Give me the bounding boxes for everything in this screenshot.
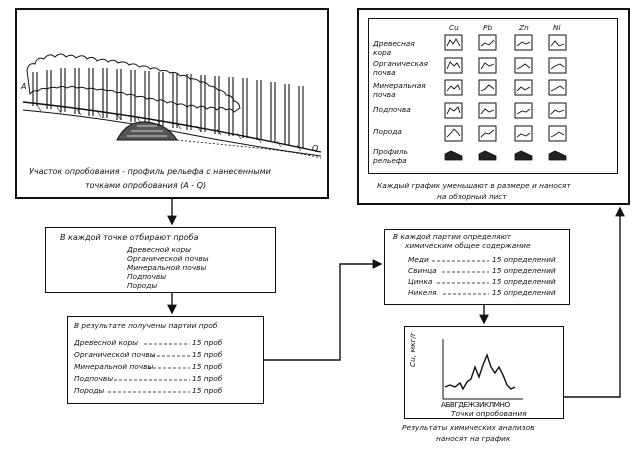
- batches-row-value: 15 проб: [192, 374, 223, 383]
- result-caption-line1: Результаты химических анализов: [402, 423, 535, 432]
- result-graph-xticks: АБВГДЕЖЗИКЛМНО: [441, 400, 510, 409]
- summary-caption-line1: Каждый график уменьшают в размере и наносят: [377, 181, 571, 190]
- analysis-row-value: 15 определений: [492, 288, 556, 297]
- analysis-row-value: 15 определений: [492, 255, 556, 264]
- analysis-row-value: 15 определений: [492, 266, 556, 275]
- profile-label-q: Q: [312, 144, 319, 153]
- landscape-profile-box: [15, 8, 329, 199]
- analysis-row-name: Свинца: [408, 266, 437, 275]
- batches-row-value: 15 проб: [192, 350, 223, 359]
- summary-thumbnail-grid: [359, 10, 629, 180]
- sampling-item: Древесной коры: [127, 245, 191, 254]
- summary-row-label: Профиль рельефа: [373, 147, 408, 165]
- batches-row-value: 15 проб: [192, 386, 223, 395]
- sampling-item: Минеральной почвы: [127, 263, 207, 272]
- analysis-row-name: Никеля: [408, 288, 437, 297]
- sampling-item: Органической почвы: [127, 254, 209, 263]
- summary-header-cu: Cu: [449, 23, 459, 32]
- summary-row-label: Порода: [373, 127, 402, 136]
- batches-row-value: 15 проб: [192, 362, 223, 371]
- sampling-item: Подпочвы: [127, 272, 167, 281]
- summary-header-zn: Zn: [519, 23, 529, 32]
- summary-sheet-box: [357, 8, 630, 205]
- profile-caption-line2: точками опробования (А - Q): [85, 181, 207, 190]
- batches-row-name: Породы: [74, 386, 105, 395]
- analysis-box: [384, 229, 570, 305]
- analysis-title-line1: В каждой партии определяют: [393, 232, 512, 241]
- batches-row-name: Подпочвы: [74, 374, 114, 383]
- batches-row-name: Органической почвы: [74, 350, 156, 359]
- terrain-illustration: [17, 10, 327, 160]
- summary-header-pb: Pb: [483, 23, 493, 32]
- batches-row-name: Древесной коры: [74, 338, 138, 347]
- profile-caption-line1: Участок опробования - профиль рельефа с нанесенными: [29, 167, 271, 176]
- summary-row-label: Подпочва: [373, 105, 411, 114]
- batches-row-value: 15 проб: [192, 338, 223, 347]
- analysis-row-name: Меди: [408, 255, 429, 264]
- result-graph-box: [404, 326, 564, 419]
- sampling-item: Породы: [127, 281, 158, 290]
- summary-row-label: Минеральная почва: [373, 81, 426, 99]
- summary-header-ni: Ni: [553, 23, 561, 32]
- batches-row-name: Минеральной почвы: [74, 362, 154, 371]
- sampling-title: В каждой точке отбирают проба: [60, 233, 199, 242]
- sample-batches-box: [67, 316, 264, 404]
- analysis-dashes: [385, 230, 571, 306]
- result-graph-ylabel: Cu, мкг/г: [408, 332, 417, 367]
- result-caption-line2: наносят на график: [436, 434, 511, 443]
- result-graph-xlabel: Точки опробования: [451, 409, 527, 418]
- batches-dashes: [68, 317, 265, 405]
- analysis-row-value: 15 определений: [492, 277, 556, 286]
- analysis-row-name: Цинка: [408, 277, 433, 286]
- analysis-title-line2: химическим общее содержание: [405, 241, 531, 250]
- summary-row-label: Древесная кора: [373, 39, 415, 57]
- sampling-box: [45, 227, 276, 293]
- profile-label-a: A: [21, 82, 27, 91]
- summary-row-label: Органическая почва: [373, 59, 428, 77]
- summary-caption-line2: на обзорный лист: [437, 192, 507, 201]
- batches-title: В результате получены партии проб: [74, 321, 218, 330]
